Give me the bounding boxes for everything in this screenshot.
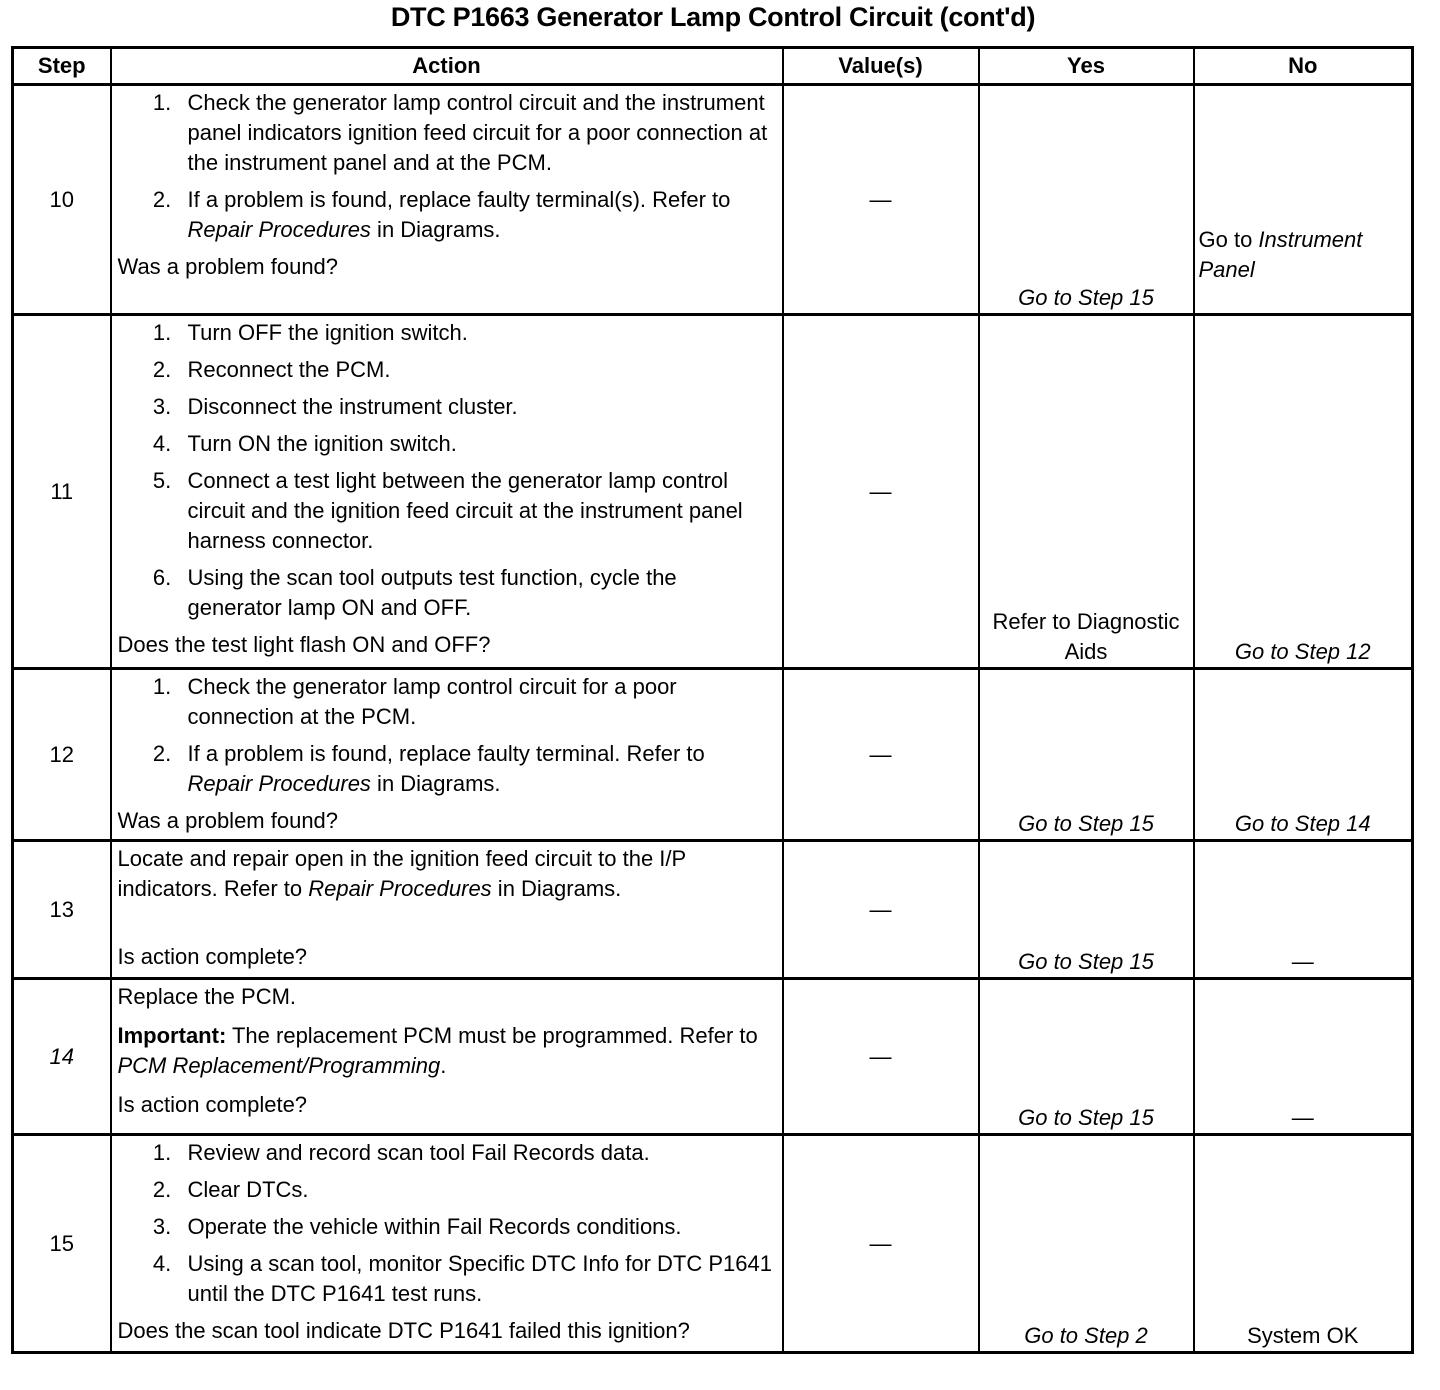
step-question: Was a problem found? <box>117 808 339 833</box>
table-row-step-15 <box>13 1135 1413 1353</box>
action-item: 4. Turn ON the ignition switch. <box>184 429 776 459</box>
action-item: 1. Check the generator lamp control circuit for a poor connection at the PCM. <box>184 672 776 732</box>
value-cell: — <box>783 85 979 315</box>
step-question: Is action complete? <box>117 1092 308 1117</box>
action-list <box>118 1138 776 1309</box>
value-cell: — <box>783 841 979 979</box>
table-row-step-10 <box>13 85 1413 315</box>
action-item: 1. Check the generator lamp control circuit and the instrument panel indicators ignition feed circuit for a poor connection at the instrument panel and at the PCM. <box>184 88 776 178</box>
step-number: 11 <box>13 315 111 669</box>
action-item: 2. If a problem is found, replace faulty terminal. Refer to Repair Procedures in Diagrams. <box>184 739 776 799</box>
no-cell: Go to Step 14 <box>1194 669 1413 841</box>
step-question: Does the test light flash ON and OFF? <box>117 632 491 657</box>
page-title: DTC P1663 Generator Lamp Control Circuit (cont'd) <box>390 2 1036 32</box>
action-item: 3. Operate the vehicle within Fail Records conditions. <box>184 1212 776 1242</box>
action-item: 3. Disconnect the instrument cluster. <box>184 392 776 422</box>
action-item: 2. Reconnect the PCM. <box>184 355 776 385</box>
diagnostic-table <box>11 46 1414 1354</box>
instrument-panel-reference: Instrument Panel <box>1198 227 1363 282</box>
action-cell <box>111 315 783 669</box>
no-cell: — <box>1194 979 1413 1135</box>
step-question: Is action complete? <box>117 944 308 969</box>
no-cell: System OK <box>1194 1135 1413 1353</box>
no-cell: Go to Step 12 <box>1194 315 1413 669</box>
value-cell: — <box>783 979 979 1135</box>
table-row-step-11 <box>13 315 1413 669</box>
action-item: 1. Review and record scan tool Fail Records data. <box>184 1138 776 1168</box>
yes-cell: Go to Step 15 <box>979 85 1194 315</box>
important-note: Important: The replacement PCM must be programmed. Refer to PCM Replacement/Programming. <box>117 1023 758 1078</box>
repair-procedures-reference: Repair Procedures <box>187 217 371 242</box>
header-action: Action <box>111 48 783 85</box>
important-label: Important: <box>117 1023 227 1048</box>
table-row-step-14 <box>13 979 1413 1135</box>
action-item: 6. Using the scan tool outputs test function, cycle the generator lamp ON and OFF. <box>184 563 776 623</box>
step-number: 13 <box>13 841 111 979</box>
header-step: Step <box>13 48 111 85</box>
header-yes: Yes <box>979 48 1194 85</box>
action-cell <box>111 979 783 1135</box>
action-item: 2. If a problem is found, replace faulty terminal(s). Refer to Repair Procedures in Diagrams. <box>184 185 776 245</box>
table-row-step-12 <box>13 669 1413 841</box>
no-cell: — <box>1194 841 1413 979</box>
value-cell: — <box>783 669 979 841</box>
action-paragraph: Locate and repair open in the ignition feed circuit to the I/P indicators. Refer to Repair Procedures in Diagrams. <box>117 846 686 901</box>
yes-cell: Go to Step 15 <box>979 841 1194 979</box>
yes-cell: Refer to Diagnostic Aids <box>979 315 1194 669</box>
action-cell <box>111 669 783 841</box>
action-list <box>118 88 776 245</box>
action-paragraph: Replace the PCM. <box>117 984 297 1009</box>
header-values: Value(s) <box>783 48 979 85</box>
action-item: 2. Clear DTCs. <box>184 1175 776 1205</box>
yes-cell: Go to Step 15 <box>979 979 1194 1135</box>
step-question: Was a problem found? <box>117 254 339 279</box>
action-list <box>118 672 776 799</box>
value-cell: — <box>783 1135 979 1353</box>
step-number: 10 <box>13 85 111 315</box>
repair-procedures-reference: Repair Procedures <box>308 876 492 901</box>
yes-cell: Go to Step 15 <box>979 669 1194 841</box>
value-cell: — <box>783 315 979 669</box>
table-header-row <box>13 48 1413 85</box>
pcm-programming-reference: PCM Replacement/Programming <box>117 1053 441 1078</box>
action-cell <box>111 1135 783 1353</box>
action-item: 1. Turn OFF the ignition switch. <box>184 318 776 348</box>
action-item: 4. Using a scan tool, monitor Specific DTC Info for DTC P1641 until the DTC P1641 test runs. <box>184 1249 776 1309</box>
step-number: 14 <box>13 979 111 1135</box>
action-cell <box>111 841 783 979</box>
repair-procedures-reference: Repair Procedures <box>187 771 371 796</box>
step-number: 12 <box>13 669 111 841</box>
no-cell: Go to Instrument Panel <box>1194 85 1413 315</box>
action-item: 5. Connect a test light between the generator lamp control circuit and the ignition feed circuit at the instrument panel harness connector. <box>184 466 776 556</box>
table-row-step-13 <box>13 841 1413 979</box>
yes-cell: Go to Step 2 <box>979 1135 1194 1353</box>
header-no: No <box>1194 48 1413 85</box>
step-number: 15 <box>13 1135 111 1353</box>
action-list <box>118 318 776 623</box>
step-question: Does the scan tool indicate DTC P1641 failed this ignition? <box>117 1318 690 1343</box>
action-cell <box>111 85 783 315</box>
